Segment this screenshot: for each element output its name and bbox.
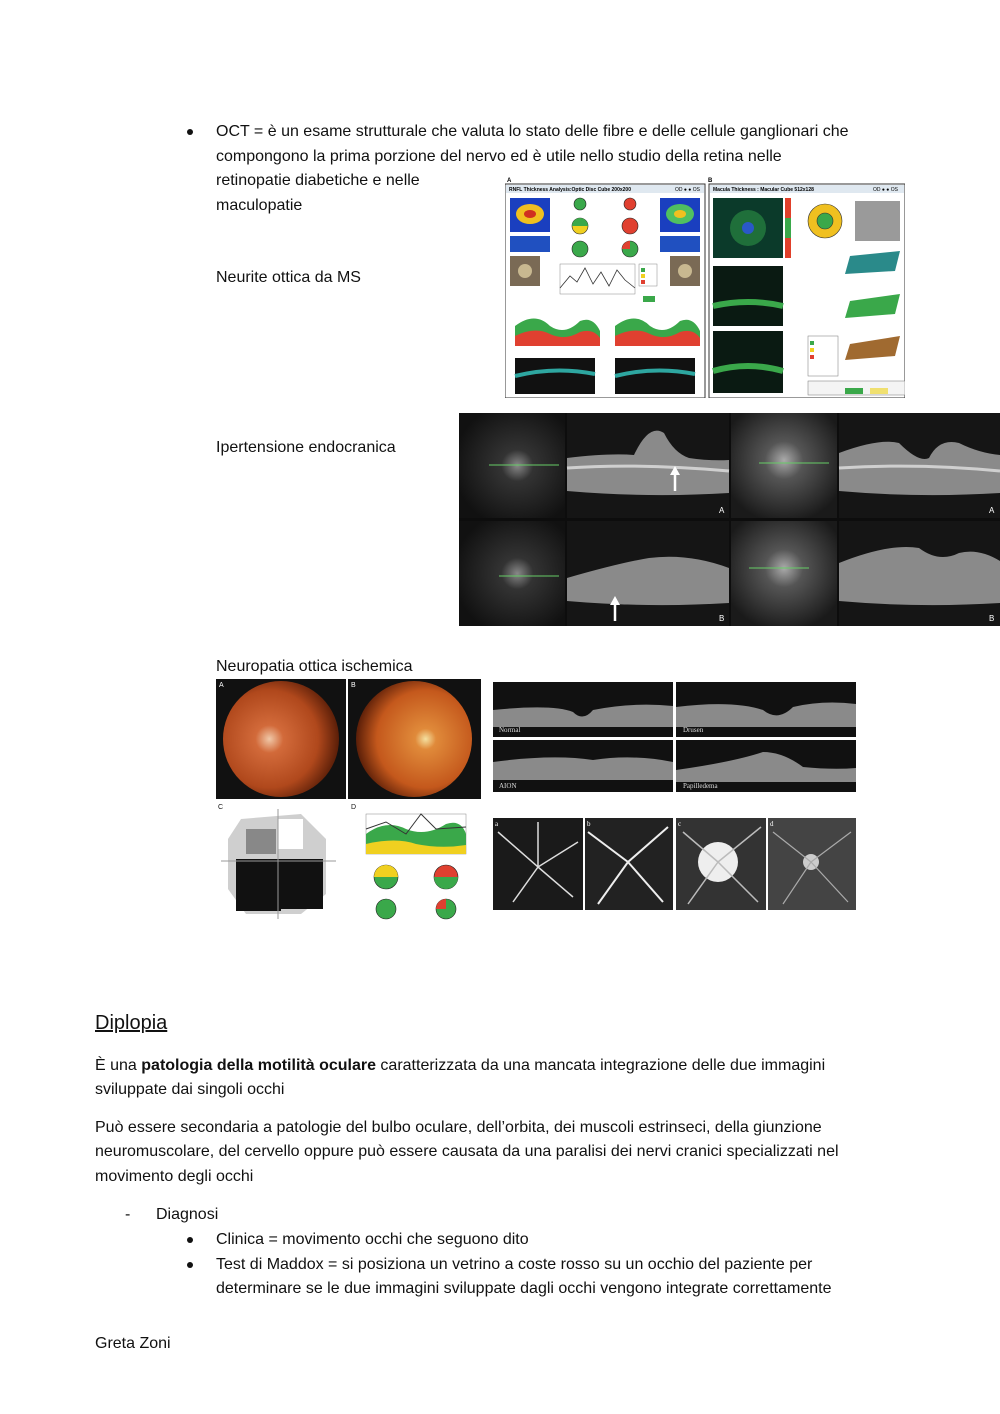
corner-a-2: A [989, 506, 995, 515]
panel-a-letter: A [507, 178, 512, 184]
fig3-letter-b: B [351, 682, 356, 689]
oct-text-line3: retinopatie diabetiche e nelle [216, 172, 420, 189]
figure-oct-report [505, 176, 905, 398]
corner-b-2: B [989, 614, 995, 623]
diplopia-paragraph-2-line3: movimento degli occhi [95, 1168, 254, 1185]
angio-letter-a: a [495, 820, 499, 828]
panel-b-letter: B [708, 178, 713, 184]
figure-oct-comparison [493, 682, 856, 912]
oct-text-line4: maculopatie [216, 197, 303, 214]
label-neurite: Neurite ottica da MS [216, 269, 361, 286]
list-dash: - [125, 1206, 131, 1223]
figure-papilledema-oct [459, 413, 1000, 626]
oct-text-line2: compongono la prima porzione del nervo ed è utile nello studio della retina nelle [216, 148, 782, 165]
angio-letter-d: d [770, 820, 774, 828]
oct-text-line1: OCT = è un esame strutturale che valuta lo stato delle fibre e delle cellule ganglionari che [216, 123, 849, 140]
p1-prefix: È una [95, 1057, 142, 1074]
oct-label-aion: AION [499, 782, 517, 790]
bullet-clinica [187, 1237, 193, 1243]
figure-aion-fundus [216, 679, 481, 921]
list-item-maddox-line1: Test di Maddox = si posiziona un vetrino a coste rosso su un occhio del paziente per [216, 1256, 813, 1273]
diplopia-paragraph-1-line1 [95, 1054, 825, 1079]
eye-labels-a: OD ● ● OS [675, 187, 700, 193]
section-heading-diplopia: Diplopia [95, 1012, 168, 1034]
angio-letter-b: b [587, 820, 591, 828]
p1-bold: patologia della motilità oculare [141, 1057, 376, 1074]
diplopia-paragraph-1-line2: sviluppate dai singoli occhi [95, 1081, 285, 1098]
panel-a-title: RNFL Thickness Analysis:Optic Disc Cube 200x200 [509, 187, 631, 193]
p1-suffix: caratterizzata da una mancata integrazione delle due immagini [375, 1057, 826, 1074]
oct-label-papilledema: Papilledema [683, 782, 718, 790]
oct-label-drusen: Drusen [683, 726, 704, 734]
panel-b-title: Macula Thickness : Macular Cube 512x128 [713, 187, 814, 193]
diplopia-paragraph-2-line2: neuromuscolare, del cervello oppure può essere causata da una paralisi dei nervi cranici specializzati nel [95, 1143, 839, 1160]
bullet-oct [187, 129, 193, 135]
bullet-maddox [187, 1262, 193, 1268]
diplopia-paragraph-2-line1: Può essere secondaria a patologie del bulbo oculare, dell’orbita, dei muscoli estrinseci, della giunzione [95, 1119, 822, 1136]
corner-a-1: A [719, 506, 725, 515]
list-item-clinica: Clinica = movimento occhi che seguono dito [216, 1231, 529, 1248]
list-item-diagnosi: Diagnosi [156, 1206, 219, 1223]
list-item-maddox-line2: determinare se le due immagini sviluppate dagli occhi vengono integrate correttamente [216, 1280, 832, 1297]
oct-label-normal: Normal [499, 726, 521, 734]
eye-labels-b: OD ● ● OS [873, 187, 898, 193]
label-ipertensione: Ipertensione endocranica [216, 439, 396, 456]
fig3-letter-c: C [218, 804, 224, 811]
fig3-letter-a: A [219, 682, 224, 689]
angio-letter-c: c [678, 820, 682, 828]
corner-b-1: B [719, 614, 725, 623]
footer-author: Greta Zoni [95, 1335, 171, 1352]
label-neuropatia: Neuropatia ottica ischemica [216, 658, 413, 675]
fig3-letter-d: D [351, 804, 357, 811]
